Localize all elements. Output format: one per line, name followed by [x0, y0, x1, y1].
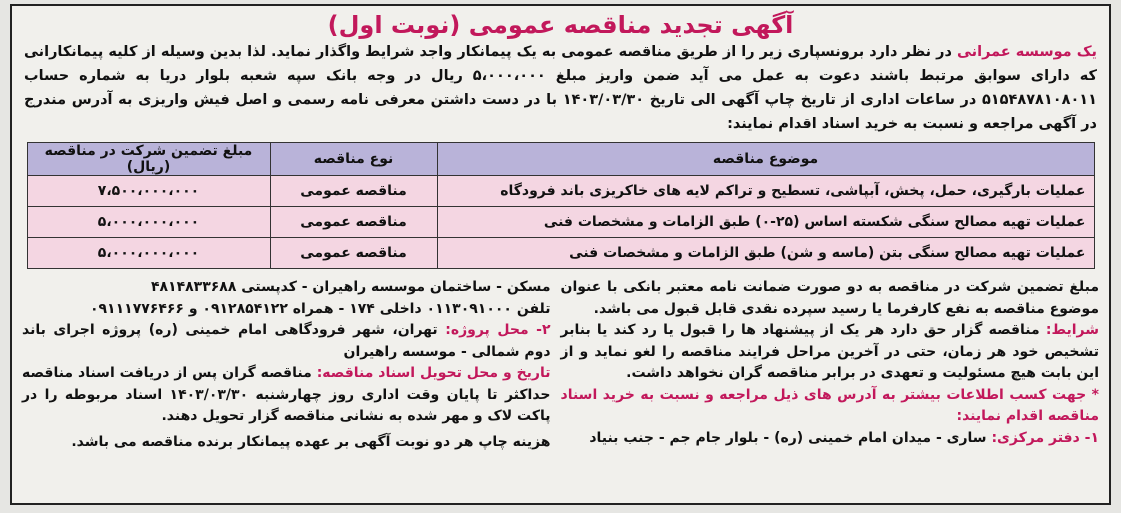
delivery-text: مناقصه گران پس از دریافت اسناد مناقصه حداکثر تا پایان وقت اداری روز چهارشنبه ۱۴۰۳/۰۳/۳۰ اسناد مربوطه را در پاکت لاک و مهر شده به نشانی مناقصه گزار تحویل دهند.	[22, 365, 551, 424]
delivery-label: تاریخ و محل تحویل اسناد مناقصه:	[316, 365, 551, 381]
office-label: ۱- دفتر مرکزی:	[991, 429, 1099, 446]
table-header-row	[27, 143, 1094, 176]
conditions-label: شرایط:	[1045, 322, 1099, 338]
details-right-column	[551, 277, 1099, 453]
row-amount: ۵،۰۰۰،۰۰۰،۰۰۰	[27, 207, 270, 238]
row-type: مناقصه عمومی	[270, 238, 437, 269]
project-label: ۲- محل پروژه:	[445, 322, 551, 338]
info-label: * جهت کسب اطلاعات بیشتر به آدرس های ذیل مراجعه و نسبت به خرید اسناد مناقصه اقدام نمایند:	[560, 386, 1099, 424]
intro-text: در نظر دارد برونسپاری زیر را از طریق مناقصه عمومی به یک پیمانکار واجد شرایط واگذار نماید. لذا بدین وسیله از کلیه پیمانکارانی که دارای سوابق مرتبط باشند دعوت به عمل می آید ضمن واریز مبلغ ۵،۰۰۰،۰۰۰ ریال در وجه بانک سپه شعبه بلوار دریا به شماره حساب ۵۱۵۴۸۷۸۱۰۸۰۱۱ در ساعات اداری از تاریخ چاپ آگهی الی تاریخ ۱۴۰۳/۰۳/۳۰ با در دست داشتن معرفی نامه رسمی و اصل فیش واریزی به آدرس مندرج در آگهی مراجعه و نسبت به خرید اسناد اقدام نمایند:	[24, 44, 1098, 132]
header-type: نوع مناقصه	[270, 143, 437, 176]
project-paragraph	[22, 320, 551, 363]
header-amount: مبلغ تضمین شرکت در مناقصه (ریال)	[27, 143, 270, 176]
table-row	[27, 207, 1094, 238]
row-subject: عملیات تهیه مصالح سنگی بتن (ماسه و شن) طبق الزامات و مشخصات فنی	[437, 238, 1094, 269]
conditions-text: مناقصه گزار حق دارد هر یک از پیشنهاد ها را قبول یا رد کند یا بنابر تشخیص خود هر زمان، حتی در آخرین مراحل فرایند مناقصه را لغو نماید و از این بابت هیچ مسئولیت و تعهدی در برابر مناقصه گران نخواهد داشت.	[560, 322, 1099, 381]
office-text: ساری - میدان امام خمینی (ره) - بلوار جام جم - جنب بنیاد	[589, 429, 992, 446]
table-row	[27, 238, 1094, 269]
row-type: مناقصه عمومی	[270, 176, 437, 207]
delivery-paragraph	[22, 363, 551, 428]
final-note: هزینه چاپ هر دو نوبت آگهی بر عهده پیمانکار برنده مناقصه می باشد.	[71, 433, 551, 450]
row-subject: عملیات بارگیری، حمل، پخش، آبپاشی، تسطیح و تراکم لایه های خاکریزی باند فرودگاه	[437, 176, 1094, 207]
details-section	[12, 269, 1109, 453]
address-text: مسکن - ساختمان موسسه راهیران - کدپستی ۴۸۱۴۸۳۳۶۸۸	[150, 279, 551, 295]
project-text: تهران، شهر فرودگاهی امام خمینی (ره) پروژه اجرای باند دوم شمالی - موسسه راهیران	[22, 322, 551, 360]
row-amount: ۷،۵۰۰،۰۰۰،۰۰۰	[27, 176, 270, 207]
row-subject: عملیات تهیه مصالح سنگی شکسته اساس (۲۵-۰) طبق الزامات و مشخصات فنی	[437, 207, 1094, 238]
notice-title: آگهی تجدید مناقصه عمومی (نوبت اول)	[327, 11, 794, 39]
tender-notice	[10, 4, 1111, 505]
header-subject: موضوع مناقصه	[437, 143, 1094, 176]
guarantee-text: مبلغ تضمین شرکت در مناقصه به دو صورت ضمانت نامه معتبر بانکی با عنوان موضوع مناقصه به نفع کارفرما یا رسید سپرده نقدی قابل قبول می باشد.	[560, 279, 1099, 317]
phones-text: تلفن ۰۱۱۳۰۹۱۰۰۰ داخلی ۱۷۴ - همراه ۰۹۱۲۸۵۴۱۲۲ و ۰۹۱۱۱۷۷۶۴۶۶	[89, 300, 551, 317]
table-row	[27, 176, 1094, 207]
row-type: مناقصه عمومی	[270, 207, 437, 238]
intro-paragraph	[12, 40, 1109, 136]
org-name: یک موسسه عمرانی	[956, 44, 1097, 60]
details-left-column	[22, 277, 551, 453]
office-paragraph	[561, 428, 1099, 450]
tender-table	[27, 142, 1095, 269]
row-amount: ۵،۰۰۰،۰۰۰،۰۰۰	[27, 238, 270, 269]
conditions-paragraph	[561, 320, 1099, 385]
